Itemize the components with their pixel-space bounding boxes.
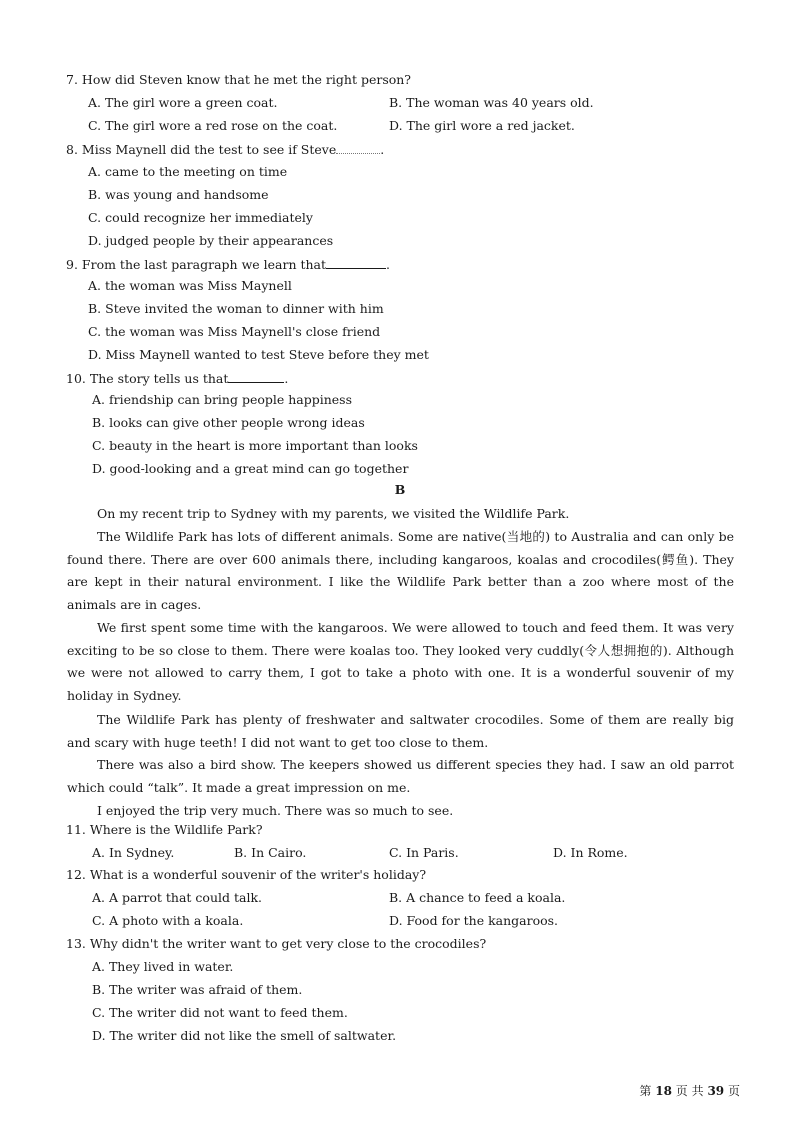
question-11-option-b: B. In Cairo. xyxy=(234,845,307,860)
question-7-option-a: A. The girl wore a green coat. xyxy=(88,95,278,110)
passage-paragraph-1: On my recent trip to Sydney with my parents, we visited the Wildlife Park. xyxy=(97,506,570,521)
question-13-stem: 13. Why didn't the writer want to get very close to the crocodiles? xyxy=(66,936,487,951)
section-b-title: B xyxy=(394,482,406,497)
question-8-option-d: D. judged people by their appearances xyxy=(88,233,334,248)
question-11-option-c: C. In Paris. xyxy=(389,845,459,860)
question-12-option-a: A. A parrot that could talk. xyxy=(92,890,262,905)
page-number: 18 xyxy=(655,1084,672,1098)
answer-blank xyxy=(336,141,380,154)
question-10-option-d: D. good-looking and a great mind can go together xyxy=(92,461,409,476)
question-13-option-c: C. The writer did not want to feed them. xyxy=(92,1005,348,1020)
question-7-option-b: B. The woman was 40 years old. xyxy=(389,95,594,110)
passage-paragraph-5: There was also a bird show. The keepers showed us different species they had. I saw an old parrot which could “talk”. It made a great impression on me. xyxy=(67,757,734,795)
question-9-stem: 9. From the last paragraph we learn that . xyxy=(66,257,391,272)
question-10-option-c: C. beauty in the heart is more important than looks xyxy=(92,438,418,453)
question-13-option-b: B. The writer was afraid of them. xyxy=(92,982,303,997)
answer-blank xyxy=(326,256,386,269)
question-8-option-b: B. was young and handsome xyxy=(88,187,269,202)
passage-paragraph-3: We first spent some time with the kangaroos. We were allowed to touch and feed them. It was very exciting to be so close to them. There were koalas too. They looked very cuddly(令人想拥抱的). Although we were not allowed to carry them, I got to take a photo with one. It is a wonderful souvenir of my holiday in Sydney. xyxy=(67,620,734,704)
question-11-stem: 11. Where is the Wildlife Park? xyxy=(66,822,263,837)
question-10-stem: 10. The story tells us that . xyxy=(66,371,289,386)
question-8-stem: 8. Miss Maynell did the test to see if Steve . xyxy=(66,142,385,157)
question-8-option-c: C. could recognize her immediately xyxy=(88,210,313,225)
question-13-option-a: A. They lived in water. xyxy=(92,959,234,974)
question-11-option-a: A. In Sydney. xyxy=(92,845,175,860)
question-11-option-d: D. In Rome. xyxy=(553,845,628,860)
passage-paragraph-4: The Wildlife Park has plenty of freshwater and saltwater crocodiles. Some of them are really big and scary with huge teeth! I did not want to get too close to them. xyxy=(67,712,734,750)
total-pages: 39 xyxy=(707,1084,725,1098)
question-9-option-a: A. the woman was Miss Maynell xyxy=(88,278,292,293)
question-12-option-b: B. A chance to feed a koala. xyxy=(389,890,566,905)
question-10-option-b: B. looks can give other people wrong ideas xyxy=(92,415,365,430)
question-10-option-a: A. friendship can bring people happiness xyxy=(92,392,353,407)
answer-blank xyxy=(228,370,284,383)
question-7-option-c: C. The girl wore a red rose on the coat. xyxy=(88,118,338,133)
question-9-option-c: C. the woman was Miss Maynell's close friend xyxy=(88,324,381,339)
question-7-option-d: D. The girl wore a red jacket. xyxy=(389,118,575,133)
question-12-option-c: C. A photo with a koala. xyxy=(92,913,244,928)
question-12-stem: 12. What is a wonderful souvenir of the writer's holiday? xyxy=(66,867,427,882)
question-12-option-d: D. Food for the kangaroos. xyxy=(389,913,559,928)
question-9-option-b: B. Steve invited the woman to dinner with him xyxy=(88,301,384,316)
passage-paragraph-6: I enjoyed the trip very much. There was so much to see. xyxy=(97,803,454,818)
question-13-option-d: D. The writer did not like the smell of saltwater. xyxy=(92,1028,397,1043)
page-footer: 第 18 页 共 39 页 xyxy=(639,1084,740,1098)
question-7-stem: 7. How did Steven know that he met the right person? xyxy=(66,72,412,87)
question-8-option-a: A. came to the meeting on time xyxy=(88,164,288,179)
question-9-option-d: D. Miss Maynell wanted to test Steve before they met xyxy=(88,347,429,362)
passage-paragraph-2: The Wildlife Park has lots of different animals. Some are native(当地的) to Australia and can only be found there. There are over 600 animals there, including kangaroos, koalas and crocodiles(鳄鱼). They are kept in their natural environment. I like the Wildlife Park better than a zoo where most of the animals are in cages. xyxy=(67,529,734,613)
